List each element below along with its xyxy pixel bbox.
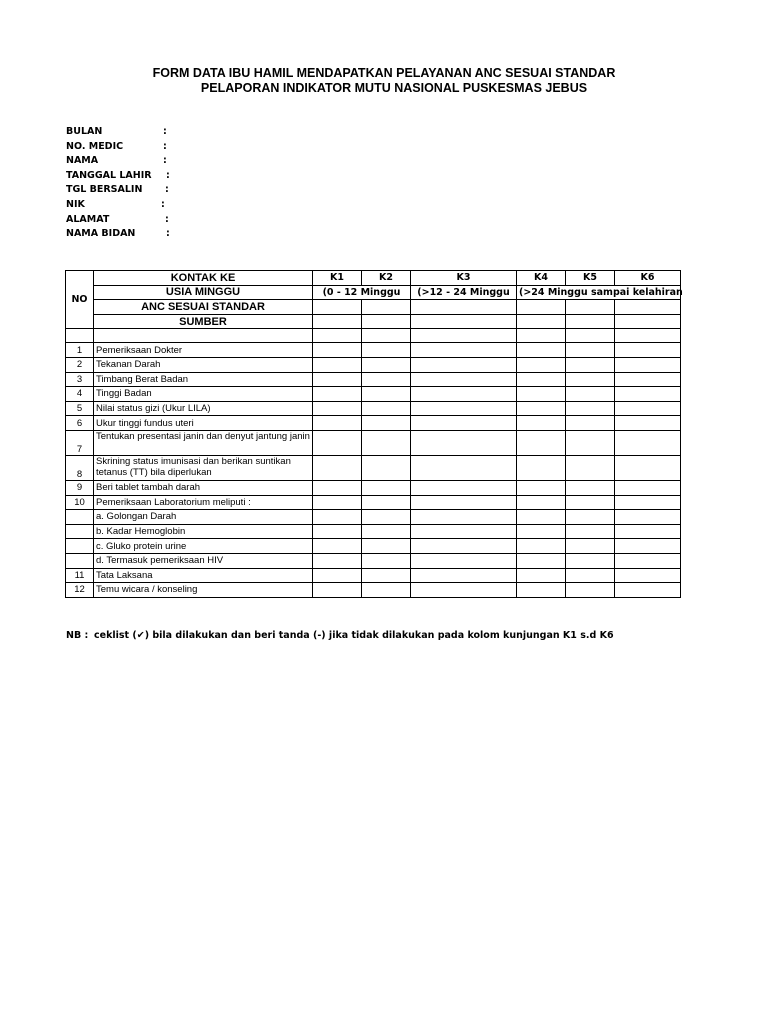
- check-cell-k2[interactable]: [362, 583, 411, 598]
- table-row: [66, 583, 681, 598]
- check-cell-k6[interactable]: [615, 539, 681, 554]
- table-row: [66, 495, 681, 510]
- check-cell-k4[interactable]: [517, 524, 566, 539]
- field-label: BULAN: [66, 126, 103, 137]
- field-label: NAMA BIDAN: [66, 228, 136, 240]
- check-cell-k5[interactable]: [566, 401, 615, 416]
- form-subtitle: PELAPORAN INDIKATOR MUTU NASIONAL PUSKESMAS JEBUS: [200, 81, 588, 95]
- check-cell-k4[interactable]: [517, 568, 566, 583]
- anc-cell-k5[interactable]: [566, 300, 615, 315]
- row-number: 10: [66, 495, 94, 510]
- table-row: [66, 539, 681, 554]
- check-cell-k5[interactable]: [566, 524, 615, 539]
- check-cell-k5[interactable]: [566, 357, 615, 372]
- check-cell-k3[interactable]: [411, 539, 517, 554]
- check-cell-k6[interactable]: [615, 401, 681, 416]
- check-cell-k4[interactable]: [517, 387, 566, 402]
- check-cell-k2[interactable]: [362, 539, 411, 554]
- row-item: Timbang Berat Badan: [94, 372, 313, 387]
- field-colon: :: [163, 140, 167, 152]
- row-item: Ukur tinggi fundus uteri: [94, 416, 313, 431]
- check-cell-k6[interactable]: [615, 568, 681, 583]
- check-cell-k2[interactable]: [362, 357, 411, 372]
- sumber-cell-k2[interactable]: [362, 314, 411, 329]
- row-number: 7: [66, 430, 94, 455]
- anc-cell-k6[interactable]: [615, 300, 681, 315]
- check-cell-k5[interactable]: [566, 480, 615, 495]
- row-item: Pemeriksaan Laboratorium meliputi :: [94, 495, 313, 510]
- check-cell-k4[interactable]: [517, 430, 566, 455]
- check-cell-k5[interactable]: [566, 510, 615, 525]
- check-cell-k1[interactable]: [313, 387, 362, 402]
- check-cell-k4[interactable]: [517, 480, 566, 495]
- check-cell-k5[interactable]: [566, 455, 615, 480]
- table-row: [66, 568, 681, 583]
- field-label: ALAMAT: [66, 213, 110, 225]
- check-cell-k6[interactable]: [615, 387, 681, 402]
- check-cell-k5[interactable]: [566, 583, 615, 598]
- table-row: [66, 387, 681, 402]
- anc-cell-k1[interactable]: [313, 300, 362, 315]
- row-item: a. Golongan Darah: [94, 510, 313, 525]
- row-item: Temu wicara / konseling: [94, 583, 313, 598]
- check-cell-k1[interactable]: [313, 568, 362, 583]
- check-cell-k2[interactable]: [362, 524, 411, 539]
- check-cell-k3[interactable]: [411, 430, 517, 455]
- check-cell-k5[interactable]: [566, 416, 615, 431]
- check-cell-k3[interactable]: [411, 583, 517, 598]
- visit-k2-header: K2: [362, 271, 411, 286]
- note: [66, 630, 614, 641]
- check-cell-k5[interactable]: [566, 495, 615, 510]
- check-cell-k6[interactable]: [615, 455, 681, 480]
- check-cell-k2[interactable]: [362, 568, 411, 583]
- usia-range-trimester-2: (>12 - 24 Minggu: [411, 285, 517, 300]
- sumber-cell-k6[interactable]: [615, 314, 681, 329]
- visit-k3-header: K3: [411, 271, 517, 286]
- check-cell-k6[interactable]: [615, 430, 681, 455]
- check-cell-k6[interactable]: [615, 524, 681, 539]
- check-cell-k1[interactable]: [313, 401, 362, 416]
- row-number: [66, 510, 94, 525]
- row-number: 3: [66, 372, 94, 387]
- check-cell-k2[interactable]: [362, 430, 411, 455]
- row-number: 11: [66, 568, 94, 583]
- check-cell-k6[interactable]: [615, 416, 681, 431]
- row-number: 6: [66, 416, 94, 431]
- anc-table: [65, 270, 681, 598]
- visit-k4-header: K4: [517, 271, 566, 286]
- check-cell-k6[interactable]: [615, 343, 681, 358]
- table-row: [66, 524, 681, 539]
- row-item: Skrining status imunisasi dan berikan suntikan tetanus (TT) bila diperlukan: [94, 455, 313, 480]
- field-label: TGL BERSALIN: [66, 184, 143, 196]
- anc-cell-k3[interactable]: [411, 300, 517, 315]
- check-cell-k1[interactable]: [313, 372, 362, 387]
- check-cell-k3[interactable]: [411, 343, 517, 358]
- anc-cell-k2[interactable]: [362, 300, 411, 315]
- check-cell-k4[interactable]: [517, 510, 566, 525]
- check-cell-k3[interactable]: [411, 495, 517, 510]
- check-cell-k5[interactable]: [566, 387, 615, 402]
- check-cell-k2[interactable]: [362, 372, 411, 387]
- row-item: Nilai status gizi (Ukur LILA): [94, 401, 313, 416]
- check-cell-k2[interactable]: [362, 495, 411, 510]
- sumber-cell-k3[interactable]: [411, 314, 517, 329]
- row-number: 2: [66, 357, 94, 372]
- row-item: Tinggi Badan: [94, 387, 313, 402]
- row-number: [66, 539, 94, 554]
- check-cell-k2[interactable]: [362, 510, 411, 525]
- row-item: d. Termasuk pemeriksaan HIV: [94, 553, 313, 568]
- check-cell-k6[interactable]: [615, 553, 681, 568]
- check-cell-k5[interactable]: [566, 553, 615, 568]
- check-cell-k4[interactable]: [517, 495, 566, 510]
- check-cell-k2[interactable]: [362, 553, 411, 568]
- row-number: [66, 524, 94, 539]
- sumber-cell-k1[interactable]: [313, 314, 362, 329]
- row-number: 4: [66, 387, 94, 402]
- check-cell-k3[interactable]: [411, 416, 517, 431]
- check-cell-k6[interactable]: [615, 372, 681, 387]
- check-cell-k1[interactable]: [313, 416, 362, 431]
- visit-k1-header: K1: [313, 271, 362, 286]
- field-colon: :: [165, 213, 169, 225]
- check-cell-k4[interactable]: [517, 455, 566, 480]
- row-item: b. Kadar Hemoglobin: [94, 524, 313, 539]
- visit-k6-header: K6: [615, 271, 681, 286]
- sumber-cell-k5[interactable]: [566, 314, 615, 329]
- table-row: [66, 343, 681, 358]
- check-cell-k3[interactable]: [411, 524, 517, 539]
- row-item: Pemeriksaan Dokter: [94, 343, 313, 358]
- usia-minggu-label: USIA MINGGU: [94, 285, 313, 300]
- check-cell-k1[interactable]: [313, 430, 362, 455]
- check-cell-k2[interactable]: [362, 416, 411, 431]
- table-row: [66, 401, 681, 416]
- row-number: 8: [66, 455, 94, 480]
- check-cell-k4[interactable]: [517, 343, 566, 358]
- check-cell-k1[interactable]: [313, 553, 362, 568]
- check-cell-k2[interactable]: [362, 401, 411, 416]
- field-colon: :: [165, 184, 169, 196]
- check-cell-k5[interactable]: [566, 372, 615, 387]
- row-number: 1: [66, 343, 94, 358]
- table-row: [66, 430, 681, 455]
- check-cell-k3[interactable]: [411, 480, 517, 495]
- check-cell-k2[interactable]: [362, 387, 411, 402]
- check-cell-k1[interactable]: [313, 495, 362, 510]
- usia-range-trimester-1: (0 - 12 Minggu: [313, 285, 411, 300]
- row-number: 5: [66, 401, 94, 416]
- row-number: 12: [66, 583, 94, 598]
- check-cell-k6[interactable]: [615, 495, 681, 510]
- field-colon: :: [166, 169, 170, 181]
- check-cell-k3[interactable]: [411, 553, 517, 568]
- table-row: [66, 357, 681, 372]
- row-number: 9: [66, 480, 94, 495]
- sumber-label: SUMBER: [94, 314, 313, 329]
- check-cell-k4[interactable]: [517, 553, 566, 568]
- check-cell-k4[interactable]: [517, 416, 566, 431]
- field-colon: :: [163, 155, 167, 167]
- check-cell-k3[interactable]: [411, 455, 517, 480]
- row-item: Tentukan presentasi janin dan denyut jantung janin: [94, 430, 313, 455]
- table-row: [66, 480, 681, 495]
- check-cell-k1[interactable]: [313, 357, 362, 372]
- check-cell-k6[interactable]: [615, 357, 681, 372]
- row-item: Tekanan Darah: [94, 357, 313, 372]
- table-row: [66, 372, 681, 387]
- check-cell-k2[interactable]: [362, 480, 411, 495]
- field-label: NAMA: [66, 155, 99, 167]
- check-cell-k2[interactable]: [362, 343, 411, 358]
- check-cell-k6[interactable]: [615, 510, 681, 525]
- check-cell-k1[interactable]: [313, 539, 362, 554]
- row-item: Beri tablet tambah darah: [94, 480, 313, 495]
- field-colon: :: [166, 228, 170, 240]
- check-cell-k5[interactable]: [566, 430, 615, 455]
- form-title: FORM DATA IBU HAMIL MENDAPATKAN PELAYANAN ANC SESUAI STANDAR: [152, 66, 616, 80]
- check-cell-k6[interactable]: [615, 480, 681, 495]
- note-text: ceklist (✔) bila dilakukan dan beri tanda (-) jika tidak dilakukan pada kolom kunjungan K1 s.d K6: [94, 630, 614, 641]
- table-row: [66, 553, 681, 568]
- note-prefix: NB :: [66, 630, 89, 641]
- check-cell-k1[interactable]: [313, 480, 362, 495]
- no-header: NO: [66, 271, 94, 329]
- check-cell-k4[interactable]: [517, 583, 566, 598]
- table-row: [66, 455, 681, 480]
- check-cell-k1[interactable]: [313, 455, 362, 480]
- field-label: TANGGAL LAHIR: [66, 169, 152, 181]
- check-cell-k3[interactable]: [411, 510, 517, 525]
- check-cell-k1[interactable]: [313, 510, 362, 525]
- sumber-cell-k4[interactable]: [517, 314, 566, 329]
- field-label: NIK: [66, 198, 85, 210]
- check-cell-k6[interactable]: [615, 583, 681, 598]
- check-cell-k5[interactable]: [566, 343, 615, 358]
- check-cell-k2[interactable]: [362, 455, 411, 480]
- check-cell-k4[interactable]: [517, 357, 566, 372]
- field-colon: :: [163, 126, 167, 137]
- check-cell-k3[interactable]: [411, 568, 517, 583]
- check-cell-k5[interactable]: [566, 539, 615, 554]
- anc-standar-label: ANC SESUAI STANDAR: [94, 300, 313, 315]
- check-cell-k4[interactable]: [517, 372, 566, 387]
- check-cell-k1[interactable]: [313, 583, 362, 598]
- check-cell-k1[interactable]: [313, 343, 362, 358]
- check-cell-k3[interactable]: [411, 387, 517, 402]
- field-label: NO. MEDIC: [66, 140, 124, 152]
- check-cell-k4[interactable]: [517, 539, 566, 554]
- check-cell-k3[interactable]: [411, 372, 517, 387]
- table-row: [66, 416, 681, 431]
- row-item: c. Gluko protein urine: [94, 539, 313, 554]
- check-cell-k3[interactable]: [411, 357, 517, 372]
- field-colon: :: [161, 198, 165, 210]
- kontak-ke-label: KONTAK KE: [94, 271, 313, 286]
- anc-cell-k4[interactable]: [517, 300, 566, 315]
- check-cell-k1[interactable]: [313, 524, 362, 539]
- check-cell-k3[interactable]: [411, 401, 517, 416]
- check-cell-k4[interactable]: [517, 401, 566, 416]
- check-cell-k5[interactable]: [566, 568, 615, 583]
- usia-range-trimester-3: (>24 Minggu sampai kelahiran: [517, 285, 681, 300]
- row-item: Tata Laksana: [94, 568, 313, 583]
- table-row: [66, 510, 681, 525]
- row-number: [66, 553, 94, 568]
- spacer-row: [66, 329, 681, 343]
- visit-k5-header: K5: [566, 271, 615, 286]
